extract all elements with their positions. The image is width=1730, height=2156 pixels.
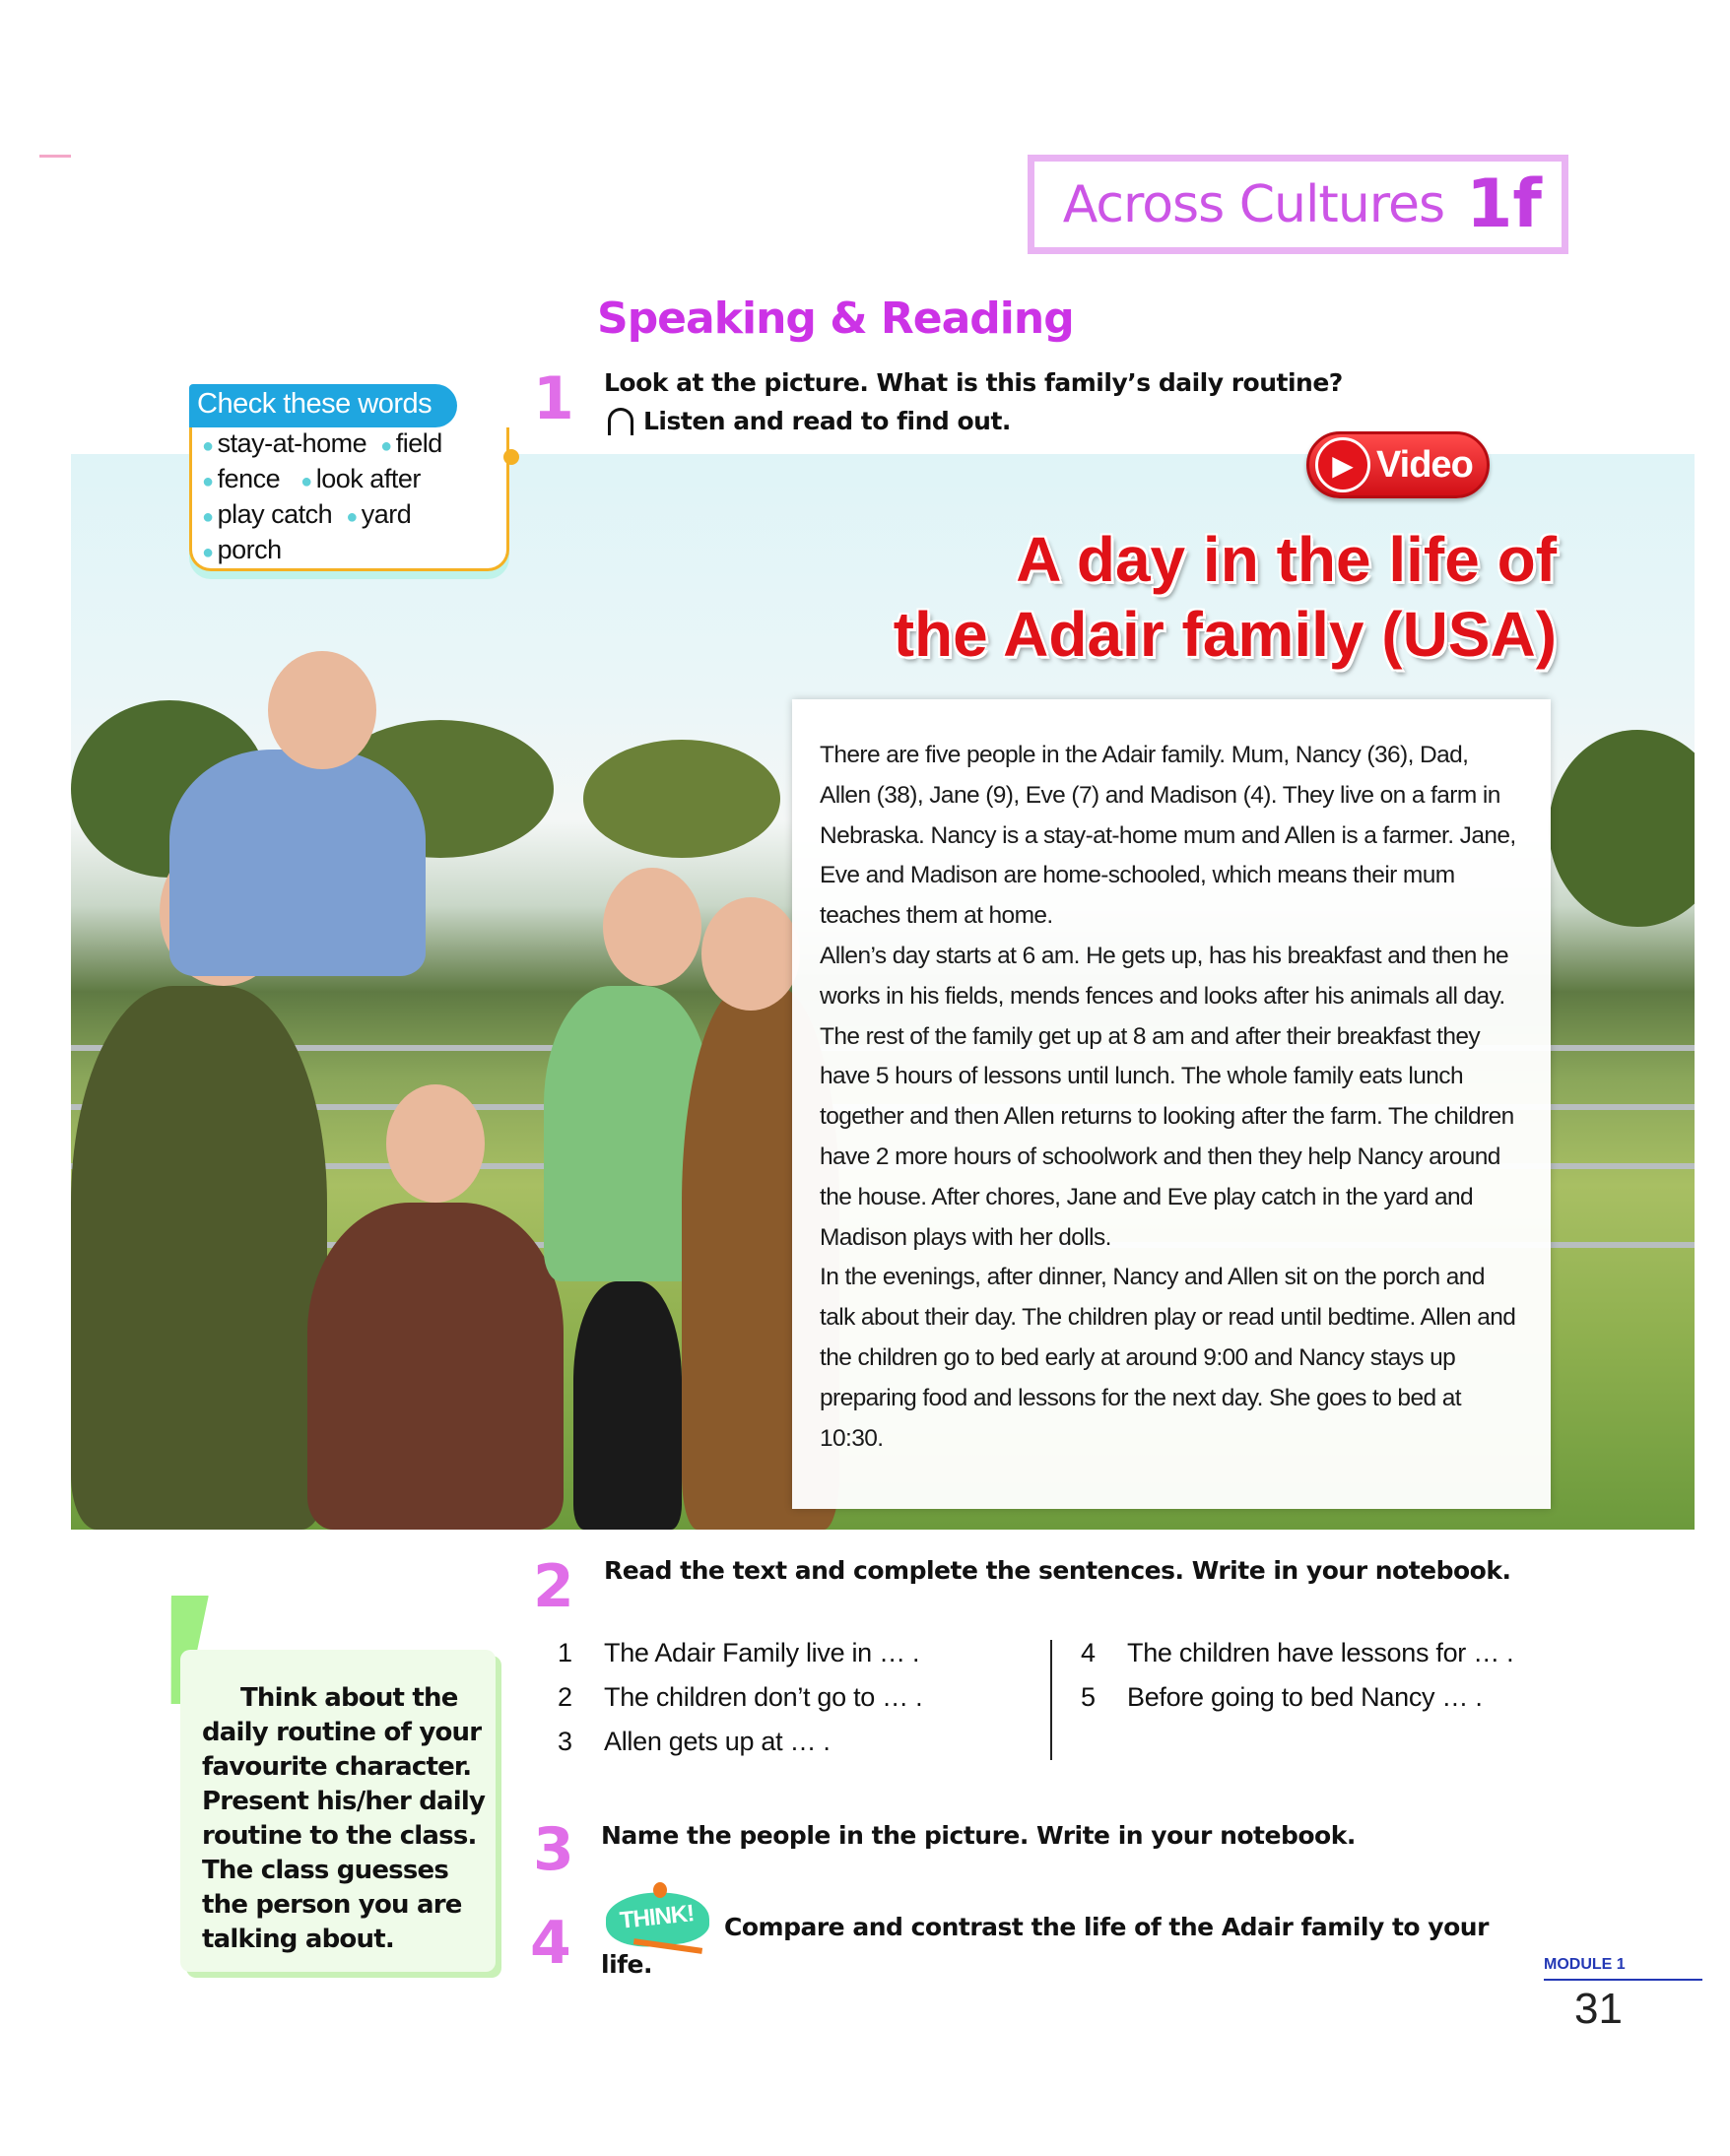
check-words-title: Check these words [189,384,457,427]
word: field [395,428,442,458]
sentence-item [558,1727,831,1757]
exercise-3-number: 3 [533,1815,574,1884]
sentence-item [1081,1638,1513,1668]
article-title-line2: the Adair family (USA) [893,599,1557,670]
speaking-task-note [180,1650,496,1972]
article-paragraph: Allen’s day starts at 6 am. He gets up, has his breakfast and then he works in his fields, mends fences and looks after his animals all day. The rest of the family get up at 8 am and after their breakfast they have 5 hours of lessons until lunch. The whole family eats lunch together and then Allen returns to looking after the farm. The children have 2 more hours of schoolwork and then they help Nancy around the house. After chores, Jane and Eve play catch in the yard and Madison plays with her dolls. [820,942,1514,1251]
video-label: Video [1376,443,1473,486]
word-row [202,463,506,498]
item-number: 3 [558,1727,572,1756]
page-number: 31 [1574,1985,1623,2033]
exercise-3-instruction: Name the people in the picture. Write in your notebook. [601,1821,1356,1850]
exercise-1-listen [608,407,1011,435]
lesson-unit: 1f [1466,165,1542,243]
footer-rule [1544,1979,1702,1981]
lesson-header [1028,155,1568,254]
article-title-line1: A day in the life of [1016,524,1557,595]
word: look after [315,464,421,493]
bullet-icon: ● [202,435,214,457]
item-number: 5 [1081,1682,1096,1712]
sentence-item [558,1682,922,1713]
bullet-icon: ● [202,542,214,563]
bullet-icon: ● [202,506,214,528]
word: play catch [217,499,333,529]
word-row [202,498,506,534]
think-badge [606,1882,714,1953]
decorative-dot [503,449,519,465]
item-number: 1 [558,1638,572,1667]
article-title [690,522,1557,672]
headphones-icon[interactable] [608,408,633,435]
lesson-title: Across Cultures [1062,174,1445,234]
item-text: The Adair Family live in … . [604,1638,920,1667]
item-text: The children don’t go to … . [604,1682,923,1712]
think-label: THINK! [618,1900,696,1934]
check-words-list [189,427,509,571]
bullet-icon: ● [202,471,214,492]
bullet-icon: ● [346,506,358,528]
item-text: Allen gets up at … . [604,1727,831,1756]
article-text-panel [792,699,1551,1509]
section-title: Speaking & Reading [597,294,1074,344]
article-paragraph: There are five people in the Adair family. Mum, Nancy (36), Dad, Allen (38), Jane (9), Eve (7) and Madison (4). They live on a farm in Nebraska. Nancy is a stay-at-home mum and Allen is a farmer. Jane, Eve and Madison are home-schooled, which means their mum teaches them at home. [820,742,1516,930]
item-text: Before going to bed Nancy … . [1127,1682,1483,1712]
corner-mark [39,155,71,158]
exercise-4-instruction-cont: life. [601,1950,652,1979]
play-icon: ▶ [1315,437,1370,492]
bullet-icon: ● [380,435,392,457]
item-number: 4 [1081,1638,1096,1667]
exercise-2-number: 2 [533,1552,574,1621]
exercise-1-number: 1 [533,364,574,433]
bullet-icon: ● [300,471,312,492]
exercise-1-instruction: Look at the picture. What is this family’s daily routine? [604,368,1343,397]
exercise-2-instruction: Read the text and complete the sentences. Write in your notebook. [604,1556,1511,1585]
word: porch [217,535,282,564]
item-number: 2 [558,1682,572,1712]
listen-instruction: Listen and read to find out. [643,407,1011,435]
item-text: The children have lessons for … . [1127,1638,1514,1667]
module-label: MODULE 1 [1544,1956,1626,1973]
word: stay-at-home [217,428,367,458]
video-button[interactable] [1306,431,1490,498]
article-paragraph: In the evenings, after dinner, Nancy and Allen sit on the porch and talk about their day. The children play or read until bedtime. Allen and the children go to bed early at around 9:00 and Nancy stays up preparing food and lessons for the next day. She goes to bed at 10:30. [820,1264,1516,1452]
sentence-item [558,1638,919,1668]
word: yard [361,499,412,529]
sentence-item [1081,1682,1483,1713]
note-text: Think about the daily routine of your favourite character. Present his/her daily routine to the class. The class guesses the person you are talking about. [202,1683,486,1954]
column-divider [1050,1640,1052,1760]
check-these-words-box [189,384,509,581]
word-row [202,427,506,463]
exercise-4-number: 4 [530,1909,571,1978]
word: fence [217,464,281,493]
exercise-4-instruction: Compare and contrast the life of the Adair family to your [724,1913,1489,1941]
word-row [202,534,506,569]
